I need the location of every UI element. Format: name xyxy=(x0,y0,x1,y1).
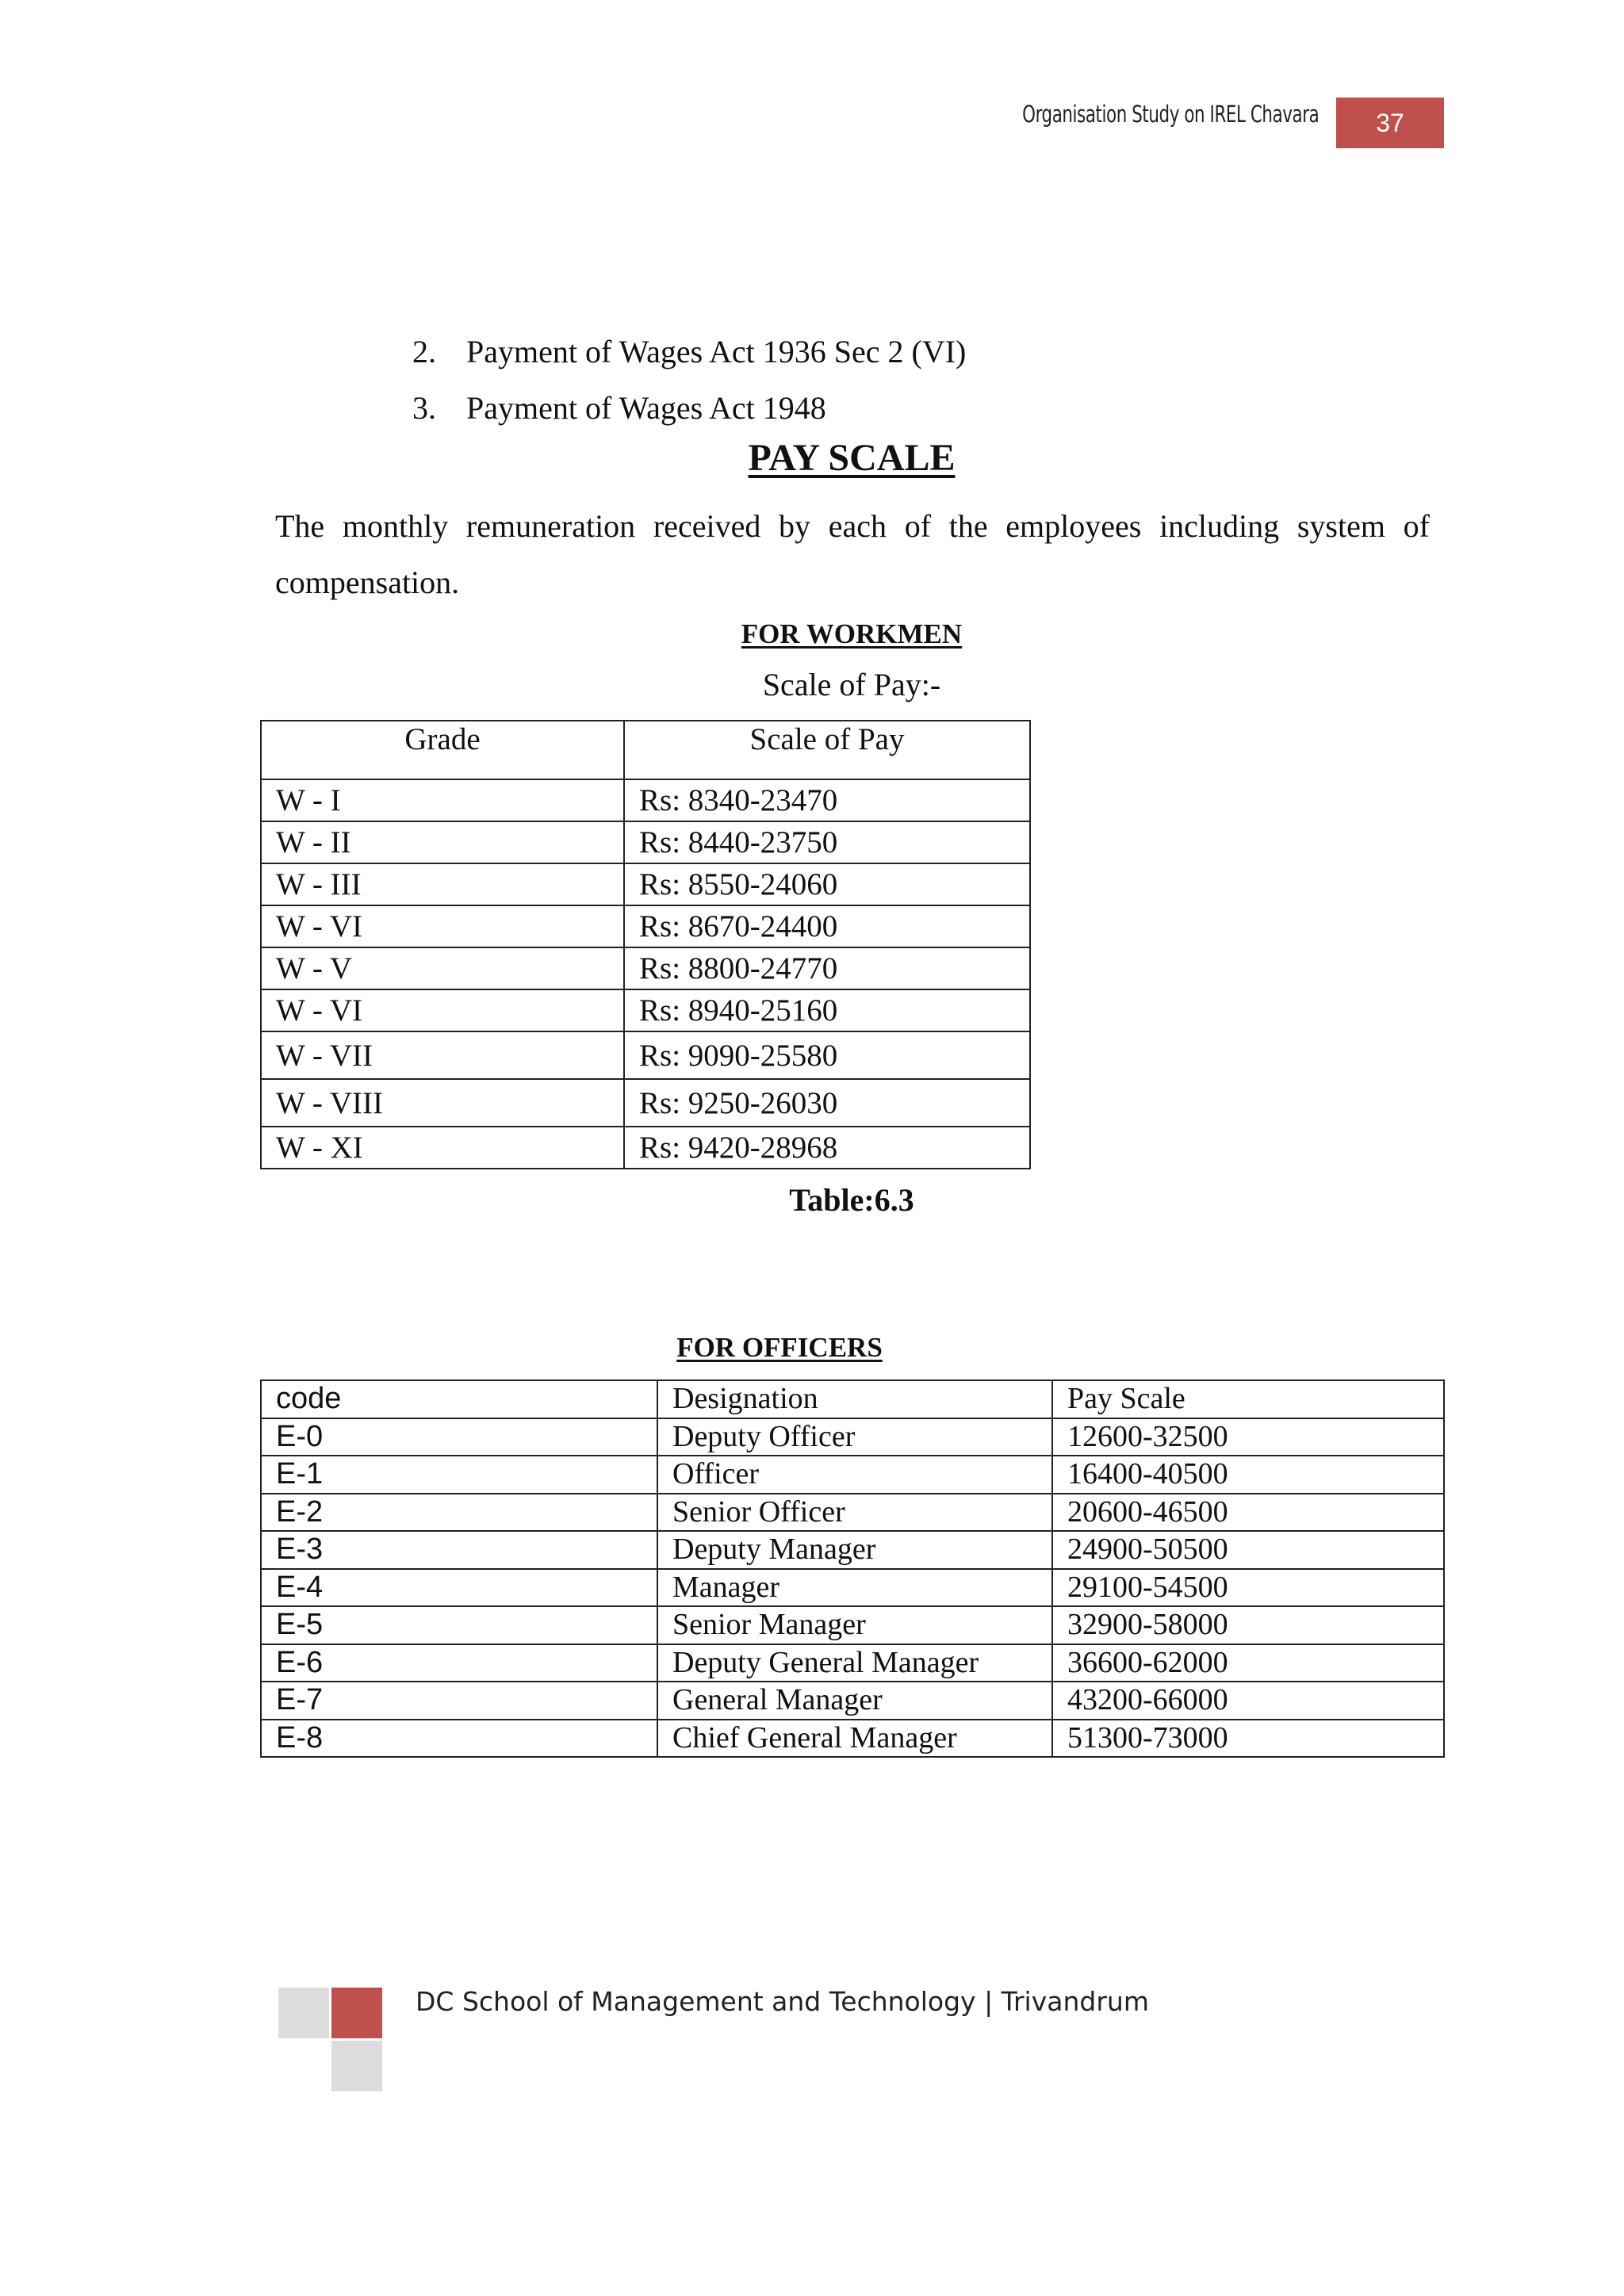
scale-cell: Rs: 8940-25160 xyxy=(624,989,1030,1031)
grade-cell: W - VII xyxy=(261,1031,624,1079)
grade-cell: W - VI xyxy=(261,905,624,947)
act-list xyxy=(412,323,966,436)
pay-scale-cell: 20600-46500 xyxy=(1052,1494,1444,1532)
scale-cell: Rs: 8440-23750 xyxy=(624,821,1030,863)
scale-cell: Rs: 9420-28968 xyxy=(624,1127,1030,1169)
table-row xyxy=(261,1606,1444,1644)
scale-of-pay-caption: Scale of Pay:- xyxy=(762,667,941,702)
table-row xyxy=(261,1682,1444,1720)
table-row xyxy=(261,1644,1444,1682)
designation-cell: Manager xyxy=(657,1569,1052,1607)
officers-pay-table xyxy=(260,1380,1445,1758)
page-number-badge: 37 xyxy=(1336,98,1444,148)
list-item xyxy=(412,380,966,436)
designation-cell: Senior Officer xyxy=(657,1494,1052,1532)
pay-scale-cell: 51300-73000 xyxy=(1052,1720,1444,1758)
column-header-scale: Scale of Pay xyxy=(624,721,1030,779)
section-title: PAY SCALE xyxy=(748,437,956,479)
list-item-number: 3. xyxy=(412,390,436,426)
grade-cell: W - I xyxy=(261,779,624,821)
table-row xyxy=(261,821,1030,863)
column-header-designation: Designation xyxy=(657,1380,1052,1418)
code-cell: E-8 xyxy=(261,1720,657,1758)
column-header-pay-scale: Pay Scale xyxy=(1052,1380,1444,1418)
table-row xyxy=(261,1079,1030,1127)
table-row xyxy=(261,1494,1444,1532)
table-row xyxy=(261,1127,1030,1169)
list-item xyxy=(412,323,966,380)
scale-cell: Rs: 9090-25580 xyxy=(624,1031,1030,1079)
pay-scale-cell: 29100-54500 xyxy=(1052,1569,1444,1607)
table-row xyxy=(261,905,1030,947)
table-row xyxy=(261,863,1030,905)
list-item-number: 2. xyxy=(412,334,436,369)
officers-heading: FOR OFFICERS xyxy=(676,1332,883,1363)
footer-block-grey xyxy=(278,1988,329,2038)
table-header-row xyxy=(261,721,1030,779)
code-cell: E-2 xyxy=(261,1494,657,1532)
grade-cell: W - III xyxy=(261,863,624,905)
table-row xyxy=(261,1569,1444,1607)
table-row xyxy=(261,1418,1444,1456)
running-header-title: Organisation Study on IREL Chavara xyxy=(1021,101,1319,128)
scale-cell: Rs: 8550-24060 xyxy=(624,863,1030,905)
designation-cell: Deputy Officer xyxy=(657,1418,1052,1456)
scale-cell: Rs: 8340-23470 xyxy=(624,779,1030,821)
table-row xyxy=(261,989,1030,1031)
column-header-code: code xyxy=(261,1380,657,1418)
table-header-row xyxy=(261,1380,1444,1418)
list-item-text: Payment of Wages Act 1936 Sec 2 (VI) xyxy=(466,334,967,369)
table-row xyxy=(261,1720,1444,1758)
workmen-pay-table xyxy=(260,720,1031,1169)
pay-scale-cell: 12600-32500 xyxy=(1052,1418,1444,1456)
designation-cell: Senior Manager xyxy=(657,1606,1052,1644)
code-cell: E-3 xyxy=(261,1531,657,1569)
table-row xyxy=(261,779,1030,821)
code-cell: E-6 xyxy=(261,1644,657,1682)
scale-cell: Rs: 9250-26030 xyxy=(624,1079,1030,1127)
column-header-grade: Grade xyxy=(261,721,624,779)
code-cell: E-4 xyxy=(261,1569,657,1607)
grade-cell: W - VI xyxy=(261,989,624,1031)
designation-cell: Chief General Manager xyxy=(657,1720,1052,1758)
scale-cell: Rs: 8800-24770 xyxy=(624,947,1030,989)
footer-text: DC School of Management and Technology | Trivandrum xyxy=(416,1986,1149,2017)
pay-scale-cell: 16400-40500 xyxy=(1052,1456,1444,1494)
designation-cell: Deputy Manager xyxy=(657,1531,1052,1569)
designation-cell: Officer xyxy=(657,1456,1052,1494)
table-row xyxy=(261,1456,1444,1494)
intro-paragraph: The monthly remuneration received by each of the employees including system of compensation. xyxy=(275,508,1430,600)
footer-block-grey-lower xyxy=(331,2041,382,2091)
code-cell: E-1 xyxy=(261,1456,657,1494)
list-item-text: Payment of Wages Act 1948 xyxy=(466,390,826,426)
grade-cell: W - VIII xyxy=(261,1079,624,1127)
grade-cell: W - II xyxy=(261,821,624,863)
grade-cell: W - XI xyxy=(261,1127,624,1169)
table-row xyxy=(261,1531,1444,1569)
code-cell: E-5 xyxy=(261,1606,657,1644)
grade-cell: W - V xyxy=(261,947,624,989)
pay-scale-cell: 24900-50500 xyxy=(1052,1531,1444,1569)
scale-cell: Rs: 8670-24400 xyxy=(624,905,1030,947)
code-cell: E-7 xyxy=(261,1682,657,1720)
footer-block-red xyxy=(331,1988,382,2038)
designation-cell: Deputy General Manager xyxy=(657,1644,1052,1682)
workmen-heading: FOR WORKMEN xyxy=(741,618,963,649)
code-cell: E-0 xyxy=(261,1418,657,1456)
pay-scale-cell: 32900-58000 xyxy=(1052,1606,1444,1644)
designation-cell: General Manager xyxy=(657,1682,1052,1720)
pay-scale-cell: 36600-62000 xyxy=(1052,1644,1444,1682)
table-row xyxy=(261,1031,1030,1079)
table-row xyxy=(261,947,1030,989)
pay-scale-cell: 43200-66000 xyxy=(1052,1682,1444,1720)
table-caption: Table:6.3 xyxy=(789,1182,914,1218)
